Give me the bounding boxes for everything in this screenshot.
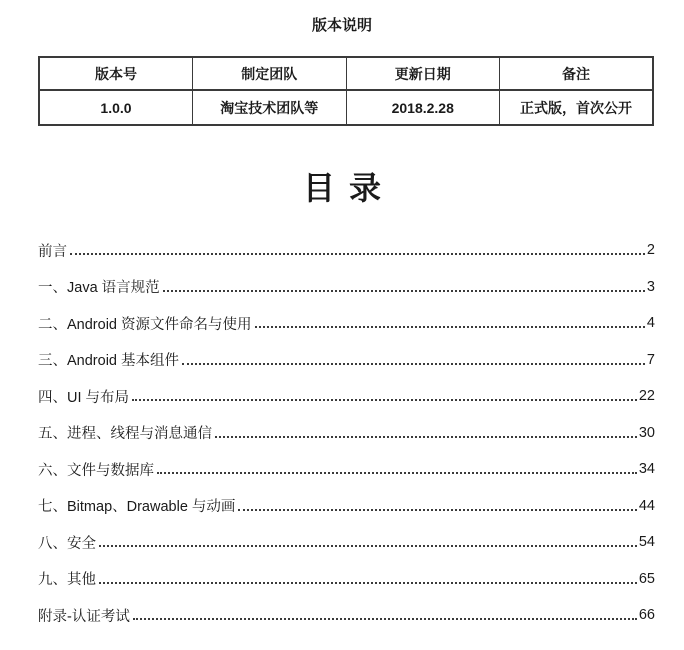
toc-entry[interactable] xyxy=(38,524,655,561)
toc-entry[interactable] xyxy=(38,561,655,598)
toc-entry-label: 三、Android 基本组件 xyxy=(38,353,180,370)
toc-entry-label: 六、文件与数据库 xyxy=(38,462,154,479)
version-table-header-cell: 更新日期 xyxy=(346,57,500,90)
toc-entry-label: 前言 xyxy=(38,243,67,260)
version-table-body xyxy=(39,90,653,125)
toc-dot-leader xyxy=(238,509,636,511)
toc-list xyxy=(38,232,655,634)
toc-dot-leader xyxy=(132,399,637,401)
toc-entry-label: 七、Bitmap、Drawable 与动画 xyxy=(38,499,236,516)
toc-page-number: 44 xyxy=(638,497,655,514)
toc-dot-leader xyxy=(157,472,637,474)
toc-entry-label: 二、Android 资源文件命名与使用 xyxy=(38,316,252,333)
toc-page-number: 7 xyxy=(646,351,655,368)
toc-page-number: 54 xyxy=(638,534,655,551)
toc-entry[interactable] xyxy=(38,415,655,452)
toc-entry-label: 九、其他 xyxy=(38,572,96,589)
toc-dot-leader xyxy=(133,618,637,620)
version-table-cell: 1.0.0 xyxy=(39,90,193,125)
version-table-row xyxy=(39,90,653,125)
toc-entry[interactable] xyxy=(38,232,655,269)
version-table-cell: 正式版，首次公开 xyxy=(500,90,654,125)
version-table xyxy=(38,56,654,126)
version-table-header-cell: 备注 xyxy=(500,57,654,90)
toc-entry[interactable] xyxy=(38,342,655,379)
toc-page-number: 30 xyxy=(638,424,655,441)
toc-page-number: 65 xyxy=(638,570,655,587)
toc-entry-label: 五、进程、线程与消息通信 xyxy=(38,426,212,443)
toc-dot-leader xyxy=(215,436,637,438)
toc-page-number: 2 xyxy=(646,242,655,259)
toc-page-number: 66 xyxy=(638,607,655,624)
toc-entry-label: 一、Java 语言规范 xyxy=(38,280,160,297)
toc-dot-leader xyxy=(163,290,645,292)
toc-entry-label: 四、UI 与布局 xyxy=(38,389,130,406)
toc-dot-leader xyxy=(99,545,637,547)
version-table-cell: 2018.2.28 xyxy=(346,90,500,125)
toc-page-number: 34 xyxy=(638,461,655,478)
toc-page-number: 3 xyxy=(646,278,655,295)
version-table-header-cell: 制定团队 xyxy=(193,57,347,90)
version-table-header-row xyxy=(39,57,653,90)
version-table-cell: 淘宝技术团队等 xyxy=(193,90,347,125)
toc-entry[interactable] xyxy=(38,305,655,342)
toc-page-number: 22 xyxy=(638,388,655,405)
version-section-title: 版本说明 xyxy=(311,17,372,34)
toc-entry[interactable] xyxy=(38,378,655,415)
toc-dot-leader xyxy=(182,363,645,365)
toc-entry[interactable] xyxy=(38,451,655,488)
toc-entry[interactable] xyxy=(38,488,655,525)
toc-dot-leader xyxy=(99,582,637,584)
toc-page-number: 4 xyxy=(646,315,655,332)
toc-dot-leader xyxy=(255,326,645,328)
toc-entry[interactable] xyxy=(38,597,655,634)
toc-title: 目录 xyxy=(302,170,395,206)
version-table-header-cell: 版本号 xyxy=(39,57,193,90)
toc-entry-label: 附录-认证考试 xyxy=(38,608,130,625)
toc-entry[interactable] xyxy=(38,269,655,306)
toc-dot-leader xyxy=(70,253,645,255)
toc-entry-label: 八、安全 xyxy=(38,535,96,552)
